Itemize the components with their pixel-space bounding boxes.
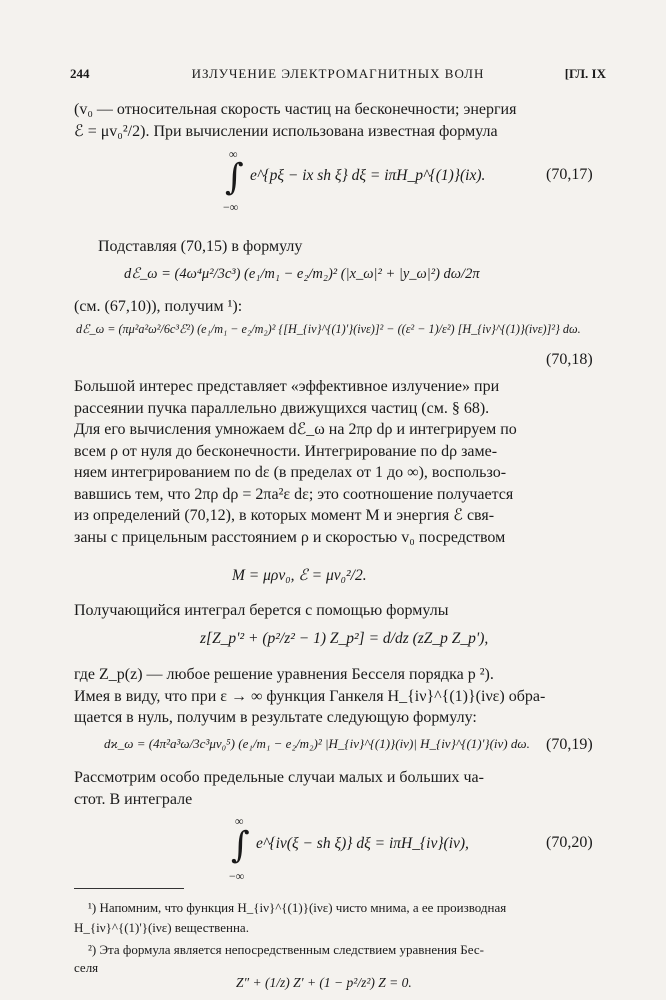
text-line: стот. В интеграле [74,791,193,808]
text-line: из определений (70,12), в которых момент M и энергия ℰ свя- [74,507,495,524]
equation-number: (70,20) [546,834,593,851]
equation-70-18: dℰ_ω = (πμ²a²ω²/6c³ℰ²) (e₁/m₁ − e₂/m₂)² {[H_{iν}^{(1)'}(iνε)]² − ((ε² − 1)/ε²) [H_{iν}^{(1)}(iνε)]²} dω. [76,322,581,336]
running-title: ИЗЛУЧЕНИЕ ЭЛЕКТРОМАГНИТНЫХ ВОЛН [191,66,485,81]
text-line: Для его вычисления умножаем dℰ_ω на 2πρ dρ и интегрируем по [74,421,517,438]
equation-energy-spectrum: dℰ_ω = (4ω⁴μ²/3c³) (e₁/m₁ − e₂/m₂)² (|x_ω|² + |y_ω|²) dω/2π [124,266,480,282]
equation-number: (70,17) [546,166,593,183]
text-line: ℰ = μv₀²/2). При вычислении использована известная формула [74,123,498,140]
text-line: Имея в виду, что при ε → ∞ функция Ганкеля H_{iν}^{(1)}(iνε) обра- [74,688,546,705]
text-line: Большой интерес представляет «эффективное излучение» при [74,378,500,395]
text-line: щается в нуль, получим в результате следующую формулу: [74,709,477,726]
text-line: где Z_p(z) — любое решение уравнения Бесселя порядка p ²). [74,666,494,683]
equation-number: (70,18) [546,351,593,368]
text-line: Рассмотрим особо предельные случаи малых и больших ча- [74,769,484,786]
text-line: рассеянии пучка параллельно движущихся частиц (см. § 68). [74,400,490,417]
footnote-2-cont: селя [74,960,99,975]
text-line: (см. (67,10)), получим ¹): [74,298,243,315]
equation-70-20: e^{iν(ξ − sh ξ)} dξ = iπH_{iν}(iν), [256,835,469,852]
equation-bessel: Z″ + (1/z) Z′ + (1 − p²/z²) Z = 0. [236,975,412,990]
equation-70-19: dϰ_ω = (4π²a³ω/3c³μv₀⁵) (e₁/m₁ − e₂/m₂)² |H_{iν}^{(1)}(iν)| H_{iν}^{(1)'}(iν) dω. [104,736,530,751]
footnote-2: ²) Эта формула является непосредственным следствием уравнения Бес- [88,942,484,957]
integral-upper-limit: ∞ [235,814,244,828]
page-number: 244 [70,66,90,81]
footnote-1: ¹) Напомним, что функция H_{iν}^{(1)}(iνε) чисто мнима, а ее производная [88,900,507,915]
text-line: Подставляя (70,15) в формулу [98,238,303,255]
text-line: заны с прицельным расстоянием ρ и скоростью v₀ посредством [74,529,506,546]
footnote-1-cont: H_{iν}^{(1)'}(iνε) вещественна. [74,920,249,935]
equation-70-17: e^{pξ − ix sh ξ} dξ = iπH_p^{(1)}(ix). [250,167,486,184]
integral-upper-limit: ∞ [229,147,238,161]
integral-lower-limit: −∞ [223,200,239,214]
footnote-rule [74,888,184,889]
chapter-label: [ГЛ. IX [564,66,606,81]
equation-moment-energy: M = μρv₀, ℰ = μv₀²/2. [232,567,367,584]
equation-number: (70,19) [546,736,593,753]
equation-bessel-identity: z[Z_p'² + (p²/z² − 1) Z_p²] = d/dz (zZ_p Z_p'), [200,630,489,647]
integral-sign: ∫ [231,825,250,866]
text-line: (v₀ — относительная скорость частиц на бесконечности; энергия [74,101,517,118]
text-line: вавшись тем, что 2πρ dρ = 2πa²ε dε; это соотношение получается [74,486,514,503]
integral-sign: ∫ [225,157,244,198]
text-line: всем ρ от нуля до бесконечности. Интегрирование по dρ заме- [74,443,498,460]
text-line: Получающийся интеграл берется с помощью формулы [74,602,449,619]
text-line: няем интегрированием по dε (в пределах от 1 до ∞), воспользо- [74,464,507,481]
integral-lower-limit: −∞ [229,869,245,883]
